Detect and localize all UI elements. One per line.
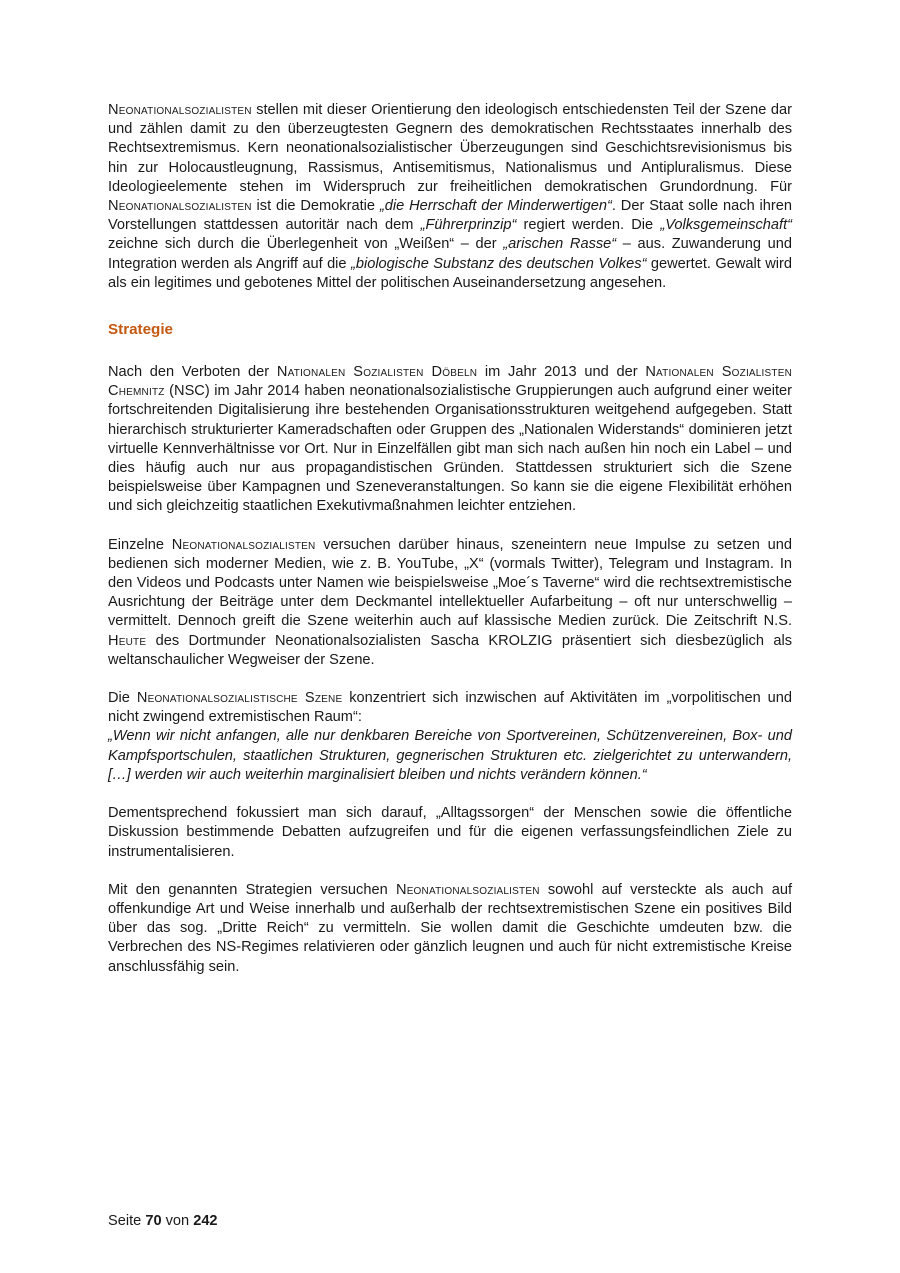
italic-text: „biologische Substanz des deutschen Volkes“ [350,255,647,272]
smallcaps-text: Heute [108,632,147,649]
paragraph [108,881,792,977]
section-heading: Strategie [108,321,173,339]
footer-total-pages: 242 [193,1213,218,1229]
intro-paragraphs [108,101,792,293]
paragraph [108,804,792,862]
body-text: (NSC) im Jahr 2014 haben neonationalsozialistische Gruppierungen auch aufgrund einer weiter fortschreitenden Digitalisierung ihre bestehenden Organisationsstrukturen weitgehend aufgegeben. Statt hierarchisch strukturierter Kameradschaften oder Gruppen des „Nationalen Widerstands“ dominieren jetzt virtuelle Kennverhältnisse vor Ort. Nur in Einzelfällen gibt man sich nach außen hin noch ein Label – und dies häufig auch nur aus propagandistischen Gründen. Stattdessen strukturiert sich die Szene beispielsweise über Kampagnen und Szeneveranstaltungen. So kann sie die eigene Flexibilität erhöhen und sich gleichzeitig staatlichen Exekutivmaßnahmen leichter entziehen. [108,383,792,515]
body-text: – aus. Zuwanderung und Integration werden als Angriff auf die [108,236,792,272]
section-paragraphs [108,363,792,977]
italic-text: „Volksgemeinschaft“ [660,217,792,234]
body-text: Einzelne [108,536,172,553]
italic-text: „arischen Rasse“ [503,236,617,253]
paragraph [108,536,792,670]
smallcaps-text: Neonationalsozialisten [171,536,316,553]
body-text: im Jahr 2013 und der [477,364,646,381]
body-text: zeichne sich durch die Überlegenheit von „Weißen“ – der [108,236,504,253]
body-text: Die [108,690,137,707]
paragraph [108,689,792,785]
smallcaps-text: Neonationalsozialisten [108,198,252,215]
body-text: regiert werden. Die [516,217,661,234]
footer-separator: von [161,1213,194,1229]
body-text: versuchen darüber hinaus, szeneintern neue Impulse zu setzen und bedienen sich moderner Medien, wie z. B. YouTube, „X“ (vormals Twitter), Telegram und Instagram. In den Videos und Podcasts unter Namen wie beispielsweise „Moe´s Taverne“ wird die rechtsextremistische Ausrichtung der Beiträge unter dem Deckmantel intellektueller Aufarbeitung – oft nur unterschwellig – vermittelt. Dennoch greift die Szene weiterhin auch auf klassische Medien zurück. Die Zeitschrift N.S. [108,536,792,630]
footer-prefix: Seite [108,1213,146,1229]
italic-text: „die Herrschaft der Minderwertigen“ [379,198,612,215]
smallcaps-text: Nationalen Sozialisten Döbeln [276,364,478,381]
italic-text: „Führerprinzip“ [420,217,517,234]
body-text: Mit den genannten Strategien versuchen [108,881,396,898]
italic-text: „Wenn wir nicht anfangen, alle nur denkbaren Bereiche von Sportvereinen, Schützenvereinen, Box- und Kampfsportschulen, staatlichen Strukturen, gegnerischen Strukturen etc. zielgerichtet zu unterwandern, […] werden wir auch weiterhin marginalisiert bleiben und nichts verändern können.“ [108,728,792,783]
body-text: Nach den Verboten der [108,364,277,381]
paragraph [108,363,792,517]
smallcaps-text: Neonationalsozialisten [108,102,252,118]
smallcaps-text: Neonationalsozialisten [395,881,540,898]
body-text: . Der Staat solle nach ihren Vorstellungen stattdessen autoritär nach dem [108,198,793,234]
body-text: stellen mit dieser Orientierung den ideologisch entschiedensten Teil der Szene dar und zählen damit zu den überzeugtesten Gegnern des demokratischen Rechtsstaates innerhalb des Rechtsextremismus. Kern neonationalsozialistischer Überzeugungen sind Geschichtsrevisionismus bis hin zur Holocaustleugnung, Rassismus, Antisemitismus, Nationalismus und Antipluralismus. Diese Ideologieelemente stehen im Widerspruch zur freiheitlichen demokratischen Grundordnung. Für [108,102,792,195]
page-footer [108,1212,218,1231]
body-text: konzentriert sich inzwischen auf Aktivitäten im „vorpolitischen und nicht zwingend extremistischen Raum“: [108,690,793,726]
body-text: ist die Demokratie [251,198,380,215]
smallcaps-text: Nationalen Sozialisten Chemnitz [108,364,793,400]
body-text: sowohl auf versteckte als auch auf offenkundige Art und Weise innerhalb und außerhalb der rechtsextremistischen Szene ein positives Bild über das sog. „Dritte Reich“ zu vermitteln. Sie wollen damit die Geschichte umdeuten bzw. die Verbrechen des NS-Regimes relativieren oder gänzlich leugnen und auch für nicht extremistische Kreise anschlussfähig sein. [108,881,792,975]
body-text: Dementsprechend fokussiert man sich darauf, „Alltagssorgen“ der Menschen sowie die öffentliche Diskussion bestimmende Debatten aufzugreifen und für die eigenen verfassungsfeindlichen Ziele zu instrumentalisieren. [108,805,792,860]
body-text: des Dortmunder Neonationalsozialisten Sascha KROLZIG präsentiert sich diesbezüglich als weltanschaulicher Wegweiser der Szene. [108,632,792,668]
paragraph [108,101,792,293]
body-text: gewertet. Gewalt wird als ein legitimes und gebotenes Mittel der politischen Auseinandersetzung angesehen. [108,255,792,291]
smallcaps-text: Neonationalsozialistische Szene [136,690,343,707]
footer-page-number: 70 [145,1213,162,1229]
